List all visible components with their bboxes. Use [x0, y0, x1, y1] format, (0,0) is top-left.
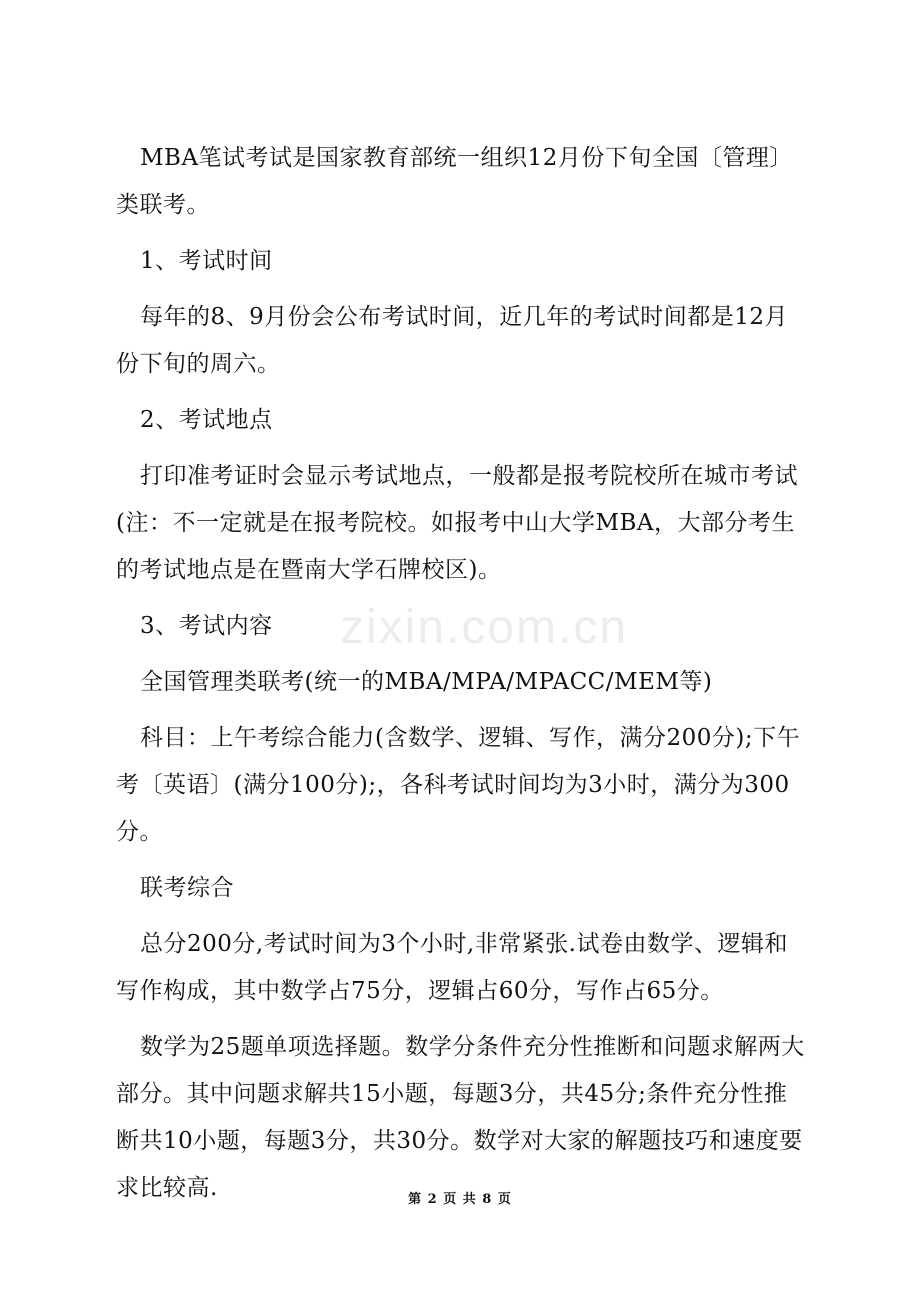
paragraph-joint-exam: 全国管理类联考(统一的MBA/MPA/MPACC/MEM等) [140, 669, 713, 695]
paragraph-total-score: 总分200分,考试时间为3个小时,非常紧张.试卷由数学、逻辑和写作构成，其中数学占75分，逻辑占60分，写作占65分。 [116, 931, 788, 1004]
watermark: zixin.com.cn [340, 601, 629, 654]
heading-comprehensive: 联考综合 [140, 875, 234, 901]
heading-exam-location: 2、考试地点 [140, 407, 273, 433]
paragraph-intro: MBA笔试考试是国家教育部统一组织12月份下旬全国〔管理〕类联考。 [116, 145, 793, 218]
heading-exam-content: 3、考试内容 [140, 613, 273, 639]
paragraph-subjects: 科目：上午考综合能力(含数学、逻辑、写作，满分200分);下午考〔英语〕(满分100分);，各科考试时间均为3小时，满分为300分。 [116, 725, 801, 845]
document-body [116, 135, 810, 1221]
paragraph-exam-location: 打印准考证时会显示考试地点，一般都是报考院校所在城市考试(注：不一定就是在报考院校。如报考中山大学MBA，大部分考生的考试地点是在暨南大学石牌校区)。 [116, 463, 798, 583]
paragraph-math: 数学为25题单项选择题。数学分条件充分性推断和问题求解两大部分。其中问题求解共15小题，每题3分，共45分;条件充分性推断共10小题，每题3分，共30分。数学对大家的解题技巧和速度要求比较高. [116, 1034, 805, 1201]
page-footer: 第 2 页 共 8 页 [408, 1192, 512, 1207]
paragraph-exam-time: 每年的8、9月份会公布考试时间，近几年的考试时间都是12月份下旬的周六。 [116, 304, 789, 377]
heading-exam-time: 1、考试时间 [140, 248, 273, 274]
